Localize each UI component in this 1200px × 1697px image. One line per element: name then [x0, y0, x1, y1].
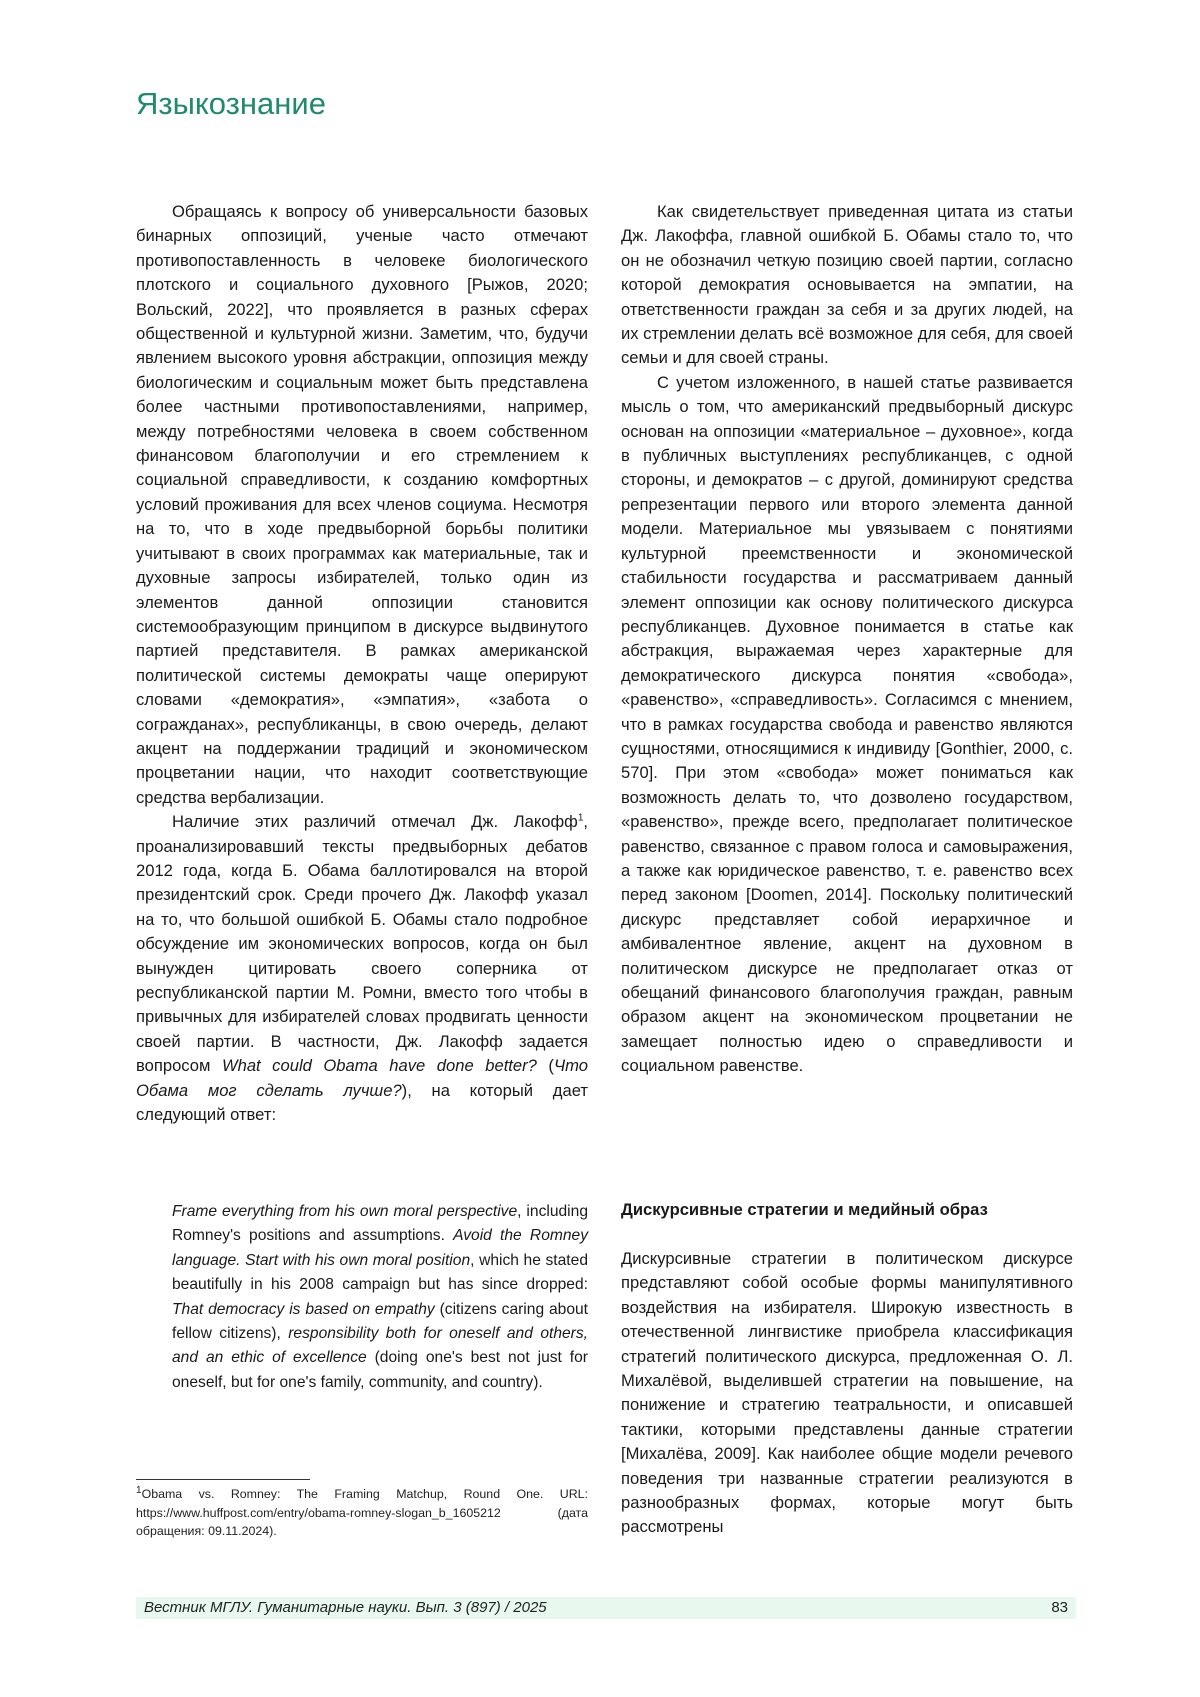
- text-run-italic: Что Обама мог сделать лучше?: [136, 1056, 588, 1099]
- page-footer: [136, 1597, 1076, 1619]
- text-run: , проанализировавший тексты предвыборных дебатов 2012 года, когда Б. Обама баллотировался на второй президентский срок. Среди прочего Дж. Лакофф указал на то, что большой ошибкой Б. Обамы стало подробное обсуждение им экономических вопросов, когда он был вынужден цитировать своего соперника от республиканской партии М. Ромни, вместо того чтобы в привычных для избирателей словах продвигать ценности своей партии. В частности, Дж. Лакофф задается вопросом: [136, 812, 588, 1075]
- footnote: [136, 1485, 588, 1541]
- footnote-marker[interactable]: 1: [578, 813, 584, 824]
- text-run: Наличие этих различий отмечал Дж. Лакофф: [172, 812, 578, 831]
- subsection-heading: Дискурсивные стратегии и медийный образ: [621, 1200, 988, 1220]
- text-run: (citizens caring about fellow citizens),: [172, 1301, 588, 1342]
- paragraph: Обращаясь к вопросу об универсальности базовых бинарных оппозиций, ученые часто отмечают противопоставленность в человеке биологического плотского и социального духовного [Рыжов, 2020; Вольский, 2022], что проявляется в разных сферах общественной и культурной жизни. Заметим, что, будучи явлением высокого уровня абстракции, оппозиция между биологическим и социальным может быть представлена более частными противопоставлениями, например, между потребностями человека в своем собственном финансовом благополучии и его стремлением к социальной справедливости, к созданию комфортных условий проживания для всех членов социума. Несмотря на то, что в ходе предвыборной борьбы политики учитывают в своих программах как материальные, так и духовные запросы избирателей, только один из элементов данной оппозиции становится системообразующим принципом в дискурсе выдвинутого партией представителя. В рамках американской политической системы демократы чаще оперируют словами «демократия», «эмпатия», «забота о согражданах», республиканцы, в свою очередь, делают акцент на поддержании традиций и экономическом процветании нации, что находит соответствующие средства вербализации.: [136, 200, 588, 810]
- text-run: , which he stated beautifully in his 2008 campaign but has since dropped:: [172, 1252, 588, 1293]
- text-run: (doing one's best not just for oneself, but for one's family, community, and country).: [172, 1349, 588, 1390]
- page-number: 83: [1051, 1599, 1068, 1616]
- text-run-italic: Frame everything from his own moral perspective: [172, 1203, 517, 1220]
- text-run-italic: That democracy is based on empathy: [172, 1301, 435, 1318]
- journal-name: Вестник МГЛУ. Гуманитарные науки. Вып. 3 (897) / 2025: [144, 1599, 547, 1616]
- footnote-text: Obama vs. Romney: The Framing Matchup, Round One. URL: https://www.huffpost.com/entry/obama-romney-slogan_b_1605212 (дата обращения: 09.11.2024).: [136, 1487, 588, 1538]
- footnote-number: 1: [136, 1485, 142, 1496]
- right-column: [621, 200, 1073, 1079]
- right-column-continued: [621, 1247, 1073, 1540]
- left-column: [136, 200, 588, 1127]
- footnote-divider: [136, 1479, 310, 1480]
- text-run: ), на который дает следующий ответ:: [136, 1081, 588, 1124]
- block-quote: [172, 1200, 588, 1395]
- paragraph: Дискурсивные стратегии в политическом дискурсе представляют собой особые формы манипулятивного воздействия на избирателя. Широкую известность в отечественной лингвистике приобрела классификация стратегий политического дискурса, предложенная О. Л. Михалёвой, выделившей стратегии на повышение, на понижение и стратегию театральности, и описавшей тактики, которыми представлены данные стратегии [Михалёва, 2009]. Как наиболее общие модели речевого поведения три названные стратегии реализуются в разнообразных формах, которые могут быть рассмотрены: [621, 1247, 1073, 1540]
- text-run-italic: What could Obama have done better?: [222, 1056, 537, 1075]
- text-run: (: [537, 1056, 554, 1075]
- paragraph: С учетом изложенного, в нашей статье развивается мысль о том, что американский предвыборный дискурс основан на оппозиции «материальное – духовное», когда в публичных выступлениях республиканцев, с одной стороны, и демократов – с другой, доминируют средства репрезентации первого или второго элемента данной модели. Материальное мы увязываем с понятиями культурной преемственности и экономической стабильности государства и рассматриваем данный элемент оппозиции как основу политического дискурса республиканцев. Духовное понимается в статье как абстракция, выражаемая через характерные для демократического дискурса понятия «свобода», «равенство», «справедливость». Согласимся с мнением, что в рамках государства свобода и равенство являются сущностями, относящимися к индивиду [Gonthier, 2000, c. 570]. При этом «свобода» может пониматься как возможность делать то, что дозволено государством, «равенство», прежде всего, предполагает политическое равенство, связанное с правом голоса и самовыражения, а также как юридическое равенство, т. е. равенство всех перед законом [Doomen, 2014]. Поскольку политический дискурс представляет собой иерархичное и амбивалентное явление, акцент на духовном в политическом дискурсе не предполагает отказ от обещаний финансового благополучия граждан, равным образом акцент на экономическом процветании не замещает полностью идею о справедливости и социальном равенстве.: [621, 371, 1073, 1079]
- text-run-italic: responsibility both for oneself and others, and an ethic of excellence: [172, 1325, 588, 1366]
- paragraph: [136, 810, 588, 1127]
- section-title: Языкознание: [136, 86, 326, 122]
- paragraph: Как свидетельствует приведенная цитата из статьи Дж. Лакоффа, главной ошибкой Б. Обамы стало то, что он не обозначил четкую позицию своей партии, согласно которой демократия основывается на эмпатии, на ответственности граждан за себя и за других людей, на их стремлении делать всё возможное для себя, для своей семьи и для своей страны.: [621, 200, 1073, 371]
- text-run: , including Romney's positions and assumptions.: [172, 1203, 588, 1244]
- text-run-italic: Avoid the Romney language. Start with his own moral position: [172, 1227, 588, 1268]
